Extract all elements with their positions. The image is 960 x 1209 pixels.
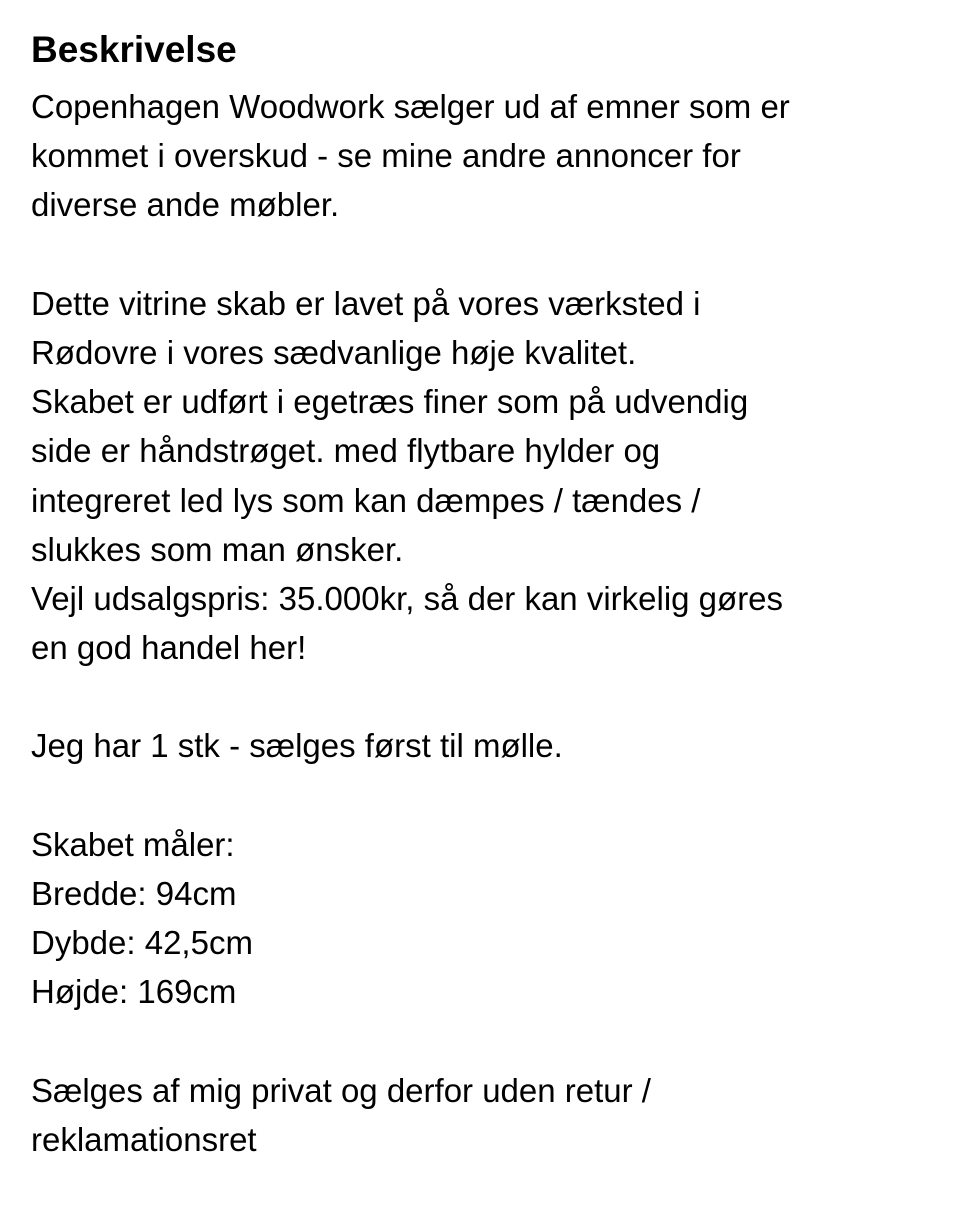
description-line: integreret led lys som kan dæmpes / tændes /	[31, 481, 701, 519]
paragraph-break	[31, 672, 931, 721]
description-line: Skabet er udført i egetræs finer som på udvendig	[31, 383, 749, 421]
description-line: Copenhagen Woodwork sælger ud af emner som er	[31, 88, 790, 125]
description-line: Vejl udsalgspris: 35.000kr, så der kan virkelig gøres	[31, 579, 784, 617]
description-line: Sælges af mig privat og derfor uden retur /	[31, 1071, 651, 1109]
description-line: kommet i overskud - se mine andre annoncer for	[31, 137, 741, 175]
description-line: reklamationsret	[31, 1120, 257, 1158]
paragraph-break	[31, 771, 931, 820]
dimension-height: Højde: 169cm	[31, 973, 237, 1011]
description-body	[31, 82, 931, 1164]
description-section	[31, 24, 931, 1164]
description-line: Jeg har 1 stk - sælges først til mølle.	[31, 727, 563, 765]
description-line: side er håndstrøget. med flytbare hylder og	[31, 432, 661, 470]
dimension-depth: Dybde: 42,5cm	[31, 924, 253, 962]
description-heading: Beskrivelse	[31, 29, 237, 70]
description-line: slukkes som man ønsker.	[31, 530, 404, 568]
description-line: en god handel her!	[31, 629, 307, 667]
paragraph-break	[31, 1017, 931, 1066]
description-line: Dette vitrine skab er lavet på vores værksted i	[31, 284, 701, 322]
dimension-width: Bredde: 94cm	[31, 875, 237, 912]
description-line: Rødovre i vores sædvanlige høje kvalitet.	[31, 333, 637, 371]
description-line: diverse ande møbler.	[31, 186, 340, 224]
paragraph-break	[31, 230, 931, 279]
dimensions-heading: Skabet måler:	[31, 825, 235, 863]
